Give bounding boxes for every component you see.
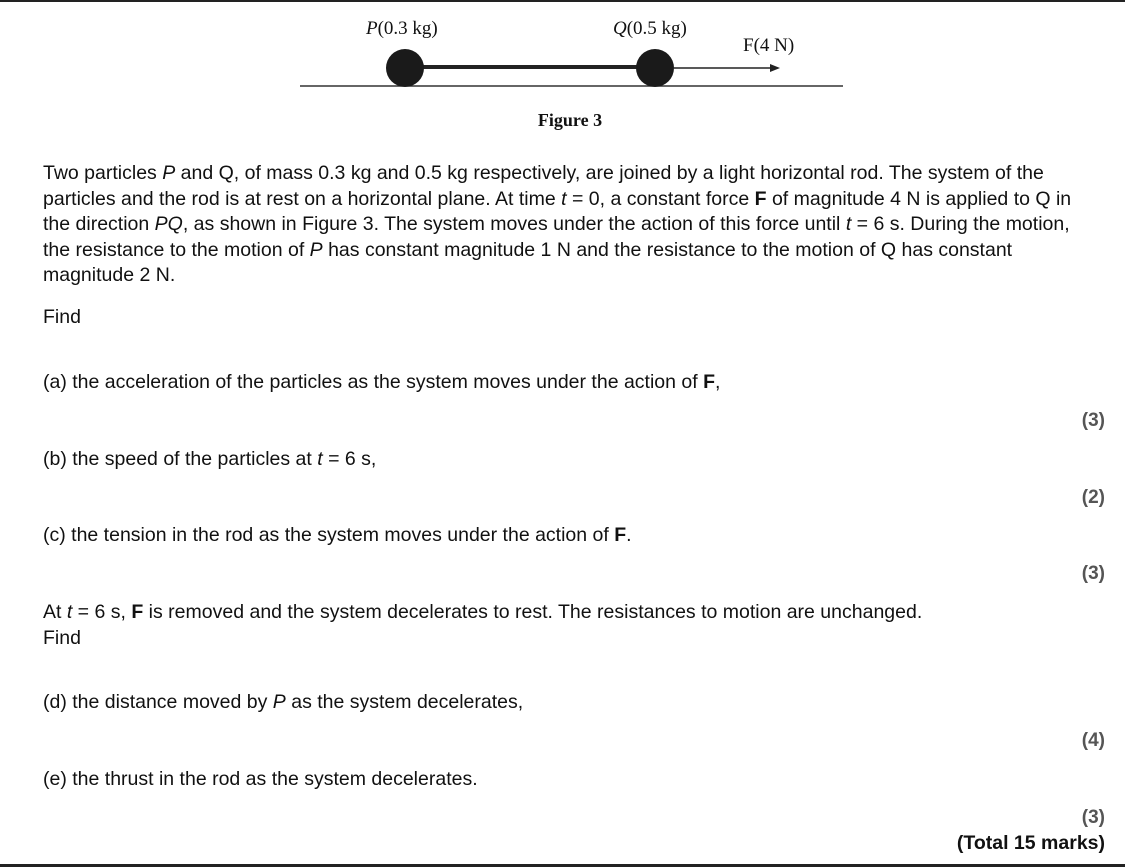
particle-p-label: P(0.3 kg) bbox=[366, 18, 438, 39]
second-stem: At t = 6 s, F is removed and the system decelerates to rest. The resistances to motion are unchanged. bbox=[43, 601, 923, 623]
part-b: (b) the speed of the particles at t = 6 s, bbox=[43, 448, 377, 470]
find-label-2: Find bbox=[43, 627, 81, 649]
part-a: (a) the acceleration of the particles as the system moves under the action of F, bbox=[43, 371, 721, 393]
part-d: (d) the distance moved by P as the system decelerates, bbox=[43, 691, 524, 713]
force-label: F(4 N) bbox=[743, 35, 795, 56]
find-label-1: Find bbox=[43, 306, 81, 328]
particle-q-label: Q(0.5 kg) bbox=[613, 18, 687, 39]
figure-caption: Figure 3 bbox=[537, 110, 603, 130]
part-e-marks: (3) bbox=[1081, 807, 1105, 828]
part-d-marks: (4) bbox=[1081, 730, 1105, 751]
part-b-marks: (2) bbox=[1081, 487, 1105, 508]
part-a-marks: (3) bbox=[1081, 410, 1105, 431]
part-c-marks: (3) bbox=[1081, 563, 1105, 584]
part-e: (e) the thrust in the rod as the system decelerates. bbox=[43, 768, 478, 790]
force-arrowhead bbox=[770, 64, 780, 72]
total-marks: (Total 15 marks) bbox=[956, 832, 1105, 854]
part-c: (c) the tension in the rod as the system moves under the action of F. bbox=[43, 524, 632, 546]
particle-q bbox=[636, 49, 674, 87]
particle-p bbox=[386, 49, 424, 87]
figure-diagram bbox=[0, 0, 1125, 110]
intro-paragraph: Two particles P and Q, of mass 0.3 kg and 0.5 kg respectively, are joined by a light horizontal rod. The system of the particles and the rod is at rest on a horizontal plane. At time t = 0, a constant force F of magnitude 4 N is applied to Q in the direction PQ, as shown in Figure 3. The system moves under the action of this force until t = 6 s. During the motion, the resistance to the motion of P has constant magnitude 1 N and the resistance to the motion of Q has constant magnitude 2 N. bbox=[43, 162, 1072, 286]
